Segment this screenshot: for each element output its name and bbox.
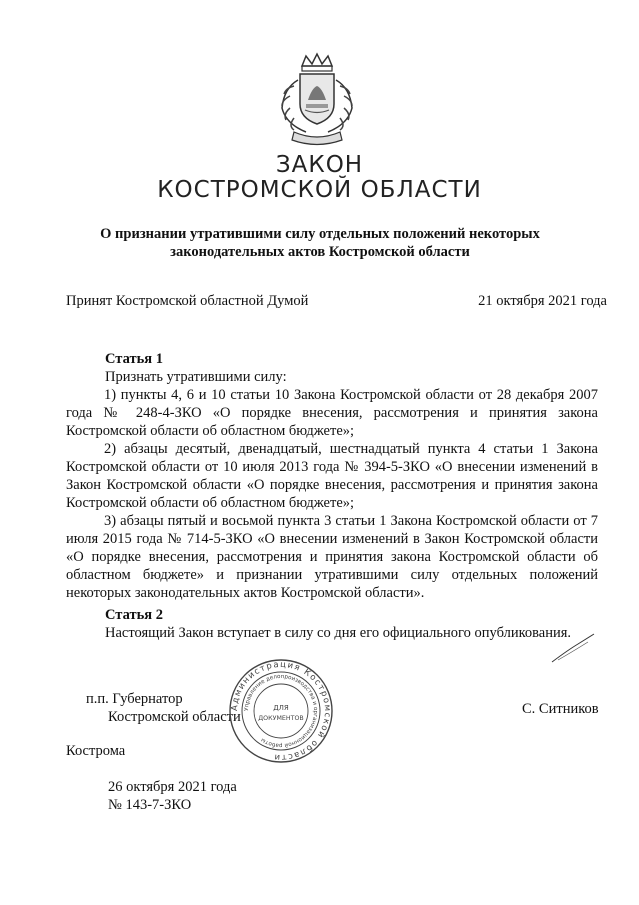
adoption-date: 21 октября 2021 года (478, 293, 607, 309)
article1-item-3: 3) абзацы пятый и восьмой пункта 3 статьи 1 Закона Костромской области от 7 июля 2015 года № 714-5-ЗКО «О внесении изменений в Закон Костромской области «О порядке внесения, рассмотрения и принятия закона Костромской области об областном бюджете» и признании утратившими силу отдельных положений некоторых законодательных актов Костромской области». (66, 513, 598, 601)
signer-region: Костромской области (108, 709, 241, 725)
article2-text: Настоящий Закон вступает в силу со дня его официального опубликования. (105, 625, 572, 641)
law-number: № 143-7-ЗКО (108, 797, 192, 813)
document-title-line2: КОСТРОМСКОЙ ОБЛАСТИ (157, 177, 482, 203)
adoption-text: Принят Костромской областной Думой (66, 293, 309, 309)
article2-title: Статья 2 (105, 607, 163, 623)
city: Кострома (66, 743, 126, 759)
stamp-outer-text: Администрация Костромской области (229, 659, 333, 763)
signature-scribble (548, 630, 598, 666)
signer-position: п.п. Губернатор (86, 691, 183, 707)
article1-intro: Признать утратившими силу: (105, 369, 287, 385)
article1-title: Статья 1 (105, 351, 163, 367)
official-stamp (228, 658, 334, 764)
signer-name: С. Ситников (522, 701, 599, 717)
law-subject-line1: О признании утратившими силу отдельных положений некоторых (100, 226, 540, 242)
document-title-line1: ЗАКОН (275, 152, 364, 178)
stamp-center-line1: ДЛЯ (273, 704, 289, 712)
stamp-center-line2: ДОКУМЕНТОВ (258, 715, 304, 722)
signing-date: 26 октября 2021 года (108, 779, 237, 795)
law-subject-line2: законодательных актов Костромской области (170, 244, 470, 260)
article1-item-2: 2) абзацы десятый, двенадцатый, шестнадцатый пункта 4 статьи 1 Закона Костромской области от 10 июля 2013 года № 394-5-ЗКО «О внесении изменений в Закон Костромской области «О порядке внесения, рассмотрения и принятия закона Костромской области об областном бюджете»; (66, 441, 598, 511)
article1-item-1: 1) пункты 4, 6 и 10 статьи 10 Закона Костромской области от 28 декабря 2007 года № 248-4-ЗКО «О порядке внесения, рассмотрения и принятия закона Костромской области об областном бюджете»; (66, 387, 598, 439)
coat-of-arms-emblem (272, 52, 362, 152)
stamp-inner-text: Управление делопроизводства и организационной работы (243, 673, 319, 749)
law-subject (60, 225, 580, 261)
